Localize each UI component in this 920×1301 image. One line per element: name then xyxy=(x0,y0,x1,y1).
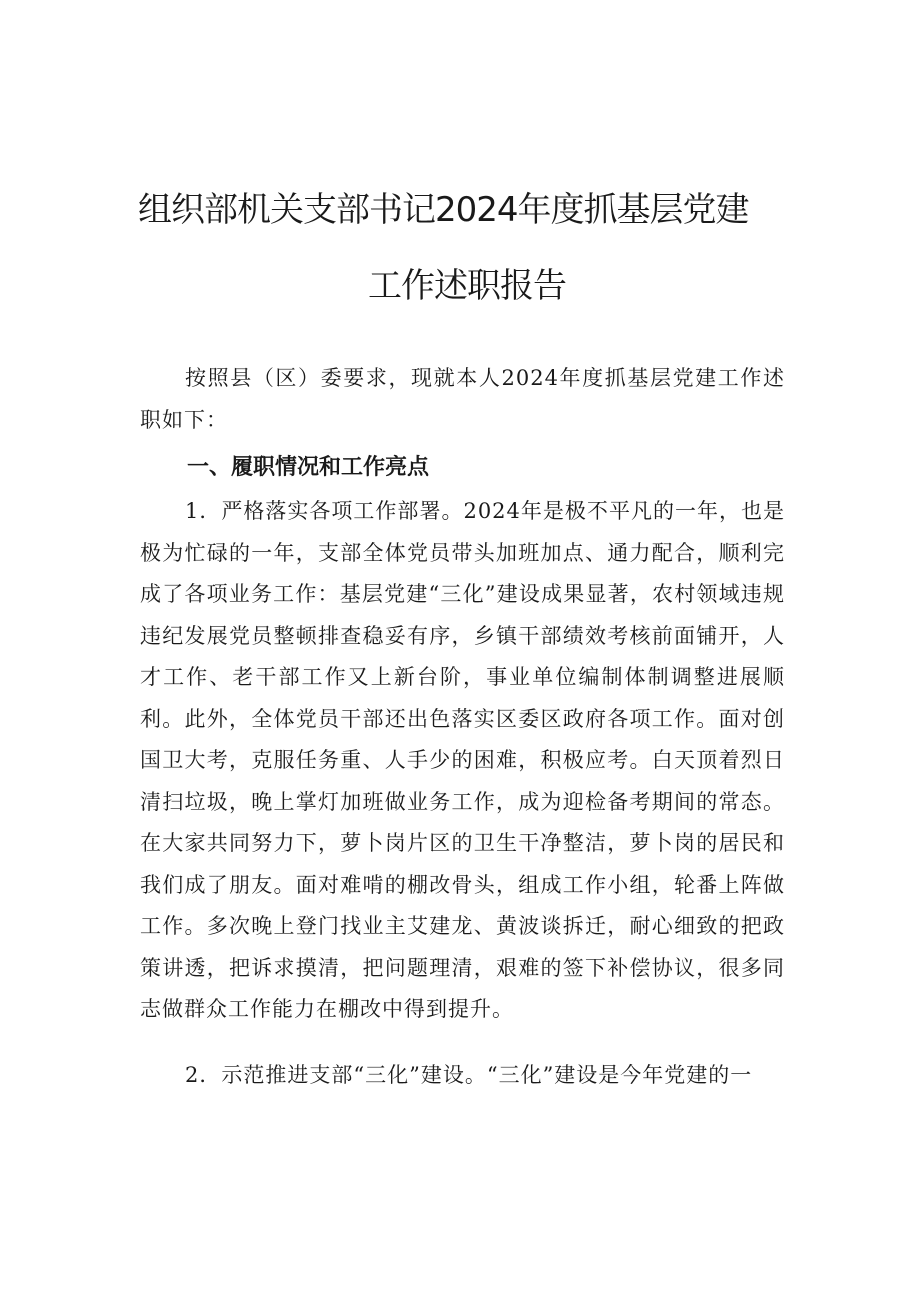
document-title-line1: 组织部机关支部书记2024年度抓基层党建 xyxy=(138,190,749,230)
paragraph-1: 1．严格落实各项工作部署。2024年是极不平凡的一年，也是极为忙碌的一年，支部全体党员带头加班加点、通力配合，顺利完成了各项业务工作：基层党建“三化”建设成果显著，农村领域违规违纪发展党员整顿排查稳妥有序，乡镇干部绩效考核前面铺开，人才工作、老干部工作又上新台阶，事业单位编制体制调整进展顺利。此外，全体党员干部还出色落实区委区政府各项工作。面对创国卫大考，克服任务重、人手少的困难，积极应考。白天顶着烈日清扫垃圾，晚上掌灯加班做业务工作，成为迎检备考期间的常态。在大家共同努力下，萝卜岗片区的卫生干净整洁，萝卜岗的居民和我们成了朋友。面对难啃的棚改骨头，组成工作小组，轮番上阵做工作。多次晚上登门找业主艾建龙、黄波谈拆迁，耐心细致的把政策讲透，把诉求摸清，把问题理清，艰难的签下补偿协议，很多同志做群众工作能力在棚改中得到提升。 xyxy=(140,499,785,1021)
section-heading: 一、履职情况和工作亮点 xyxy=(187,455,430,480)
paragraph-2: 2．示范推进支部“三化”建设。“三化”建设是今年党建的一 xyxy=(185,1063,753,1087)
document-title-line2: 工作述职报告 xyxy=(368,266,566,306)
intro-paragraph: 按照县（区）委要求，现就本人2024年度抓基层党建工作述职如下： xyxy=(140,366,785,432)
